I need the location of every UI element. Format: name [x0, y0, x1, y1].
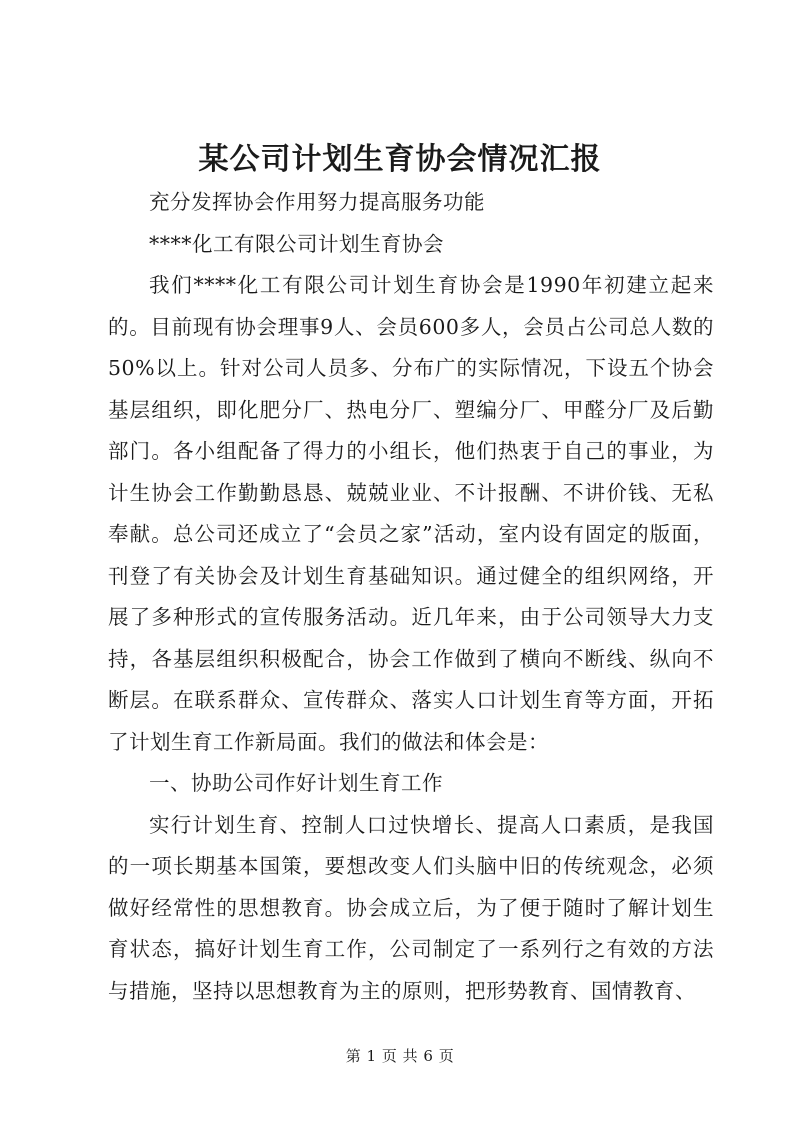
section-heading: 一、协助公司作好计划生育工作	[149, 771, 443, 795]
page-title: 某公司计划生育协会情况汇报	[198, 142, 602, 177]
organization-name: ****化工有限公司计划生育协会	[149, 231, 444, 256]
body-paragraph: 实行计划生育、控制人口过快增长、提高人口素质，是我国的一项长期基本国策，要想改变人们头脑中旧的传统观念，必须做好经常性的思想教育。协会成立后，为了便于随时了解计划生育状态，搞好计划生育工作，公司制定了一系列行之有效的方法与措施，坚持以思想教育为主的原则，把形势教育、国情教育、	[108, 812, 714, 1003]
document-body	[108, 182, 714, 1012]
page-footer: 第 1 页 共 6 页	[345, 1047, 455, 1065]
subtitle: 充分发挥协会作用努力提高服务功能	[149, 190, 485, 214]
body-paragraph: 我们****化工有限公司计划生育协会是1990年初建立起来的。目前现有协会理事9人、会员600多人，会员占公司总人数的50%以上。针对公司人员多、分布广的实际情况，下设五个协会基层组织，即化肥分厂、热电分厂、塑编分厂、甲醛分厂及后勤部门。各小组配备了得力的小组长，他们热衷于自己的事业，为计生协会工作勤勤恳恳、兢兢业业、不计报酬、不讲价钱、无私奉献。总公司还成立了“会员之家”活动，室内设有固定的版面，刊登了有关协会及计划生育基础知识。通过健全的组织网络，开展了多种形式的宣传服务活动。近几年来，由于公司领导大力支持，各基层组织积极配合，协会工作做到了横向不断线、纵向不断层。在联系群众、宣传群众、落实人口计划生育等方面，开拓了计划生育工作新局面。我们的做法和体会是：	[108, 273, 714, 754]
